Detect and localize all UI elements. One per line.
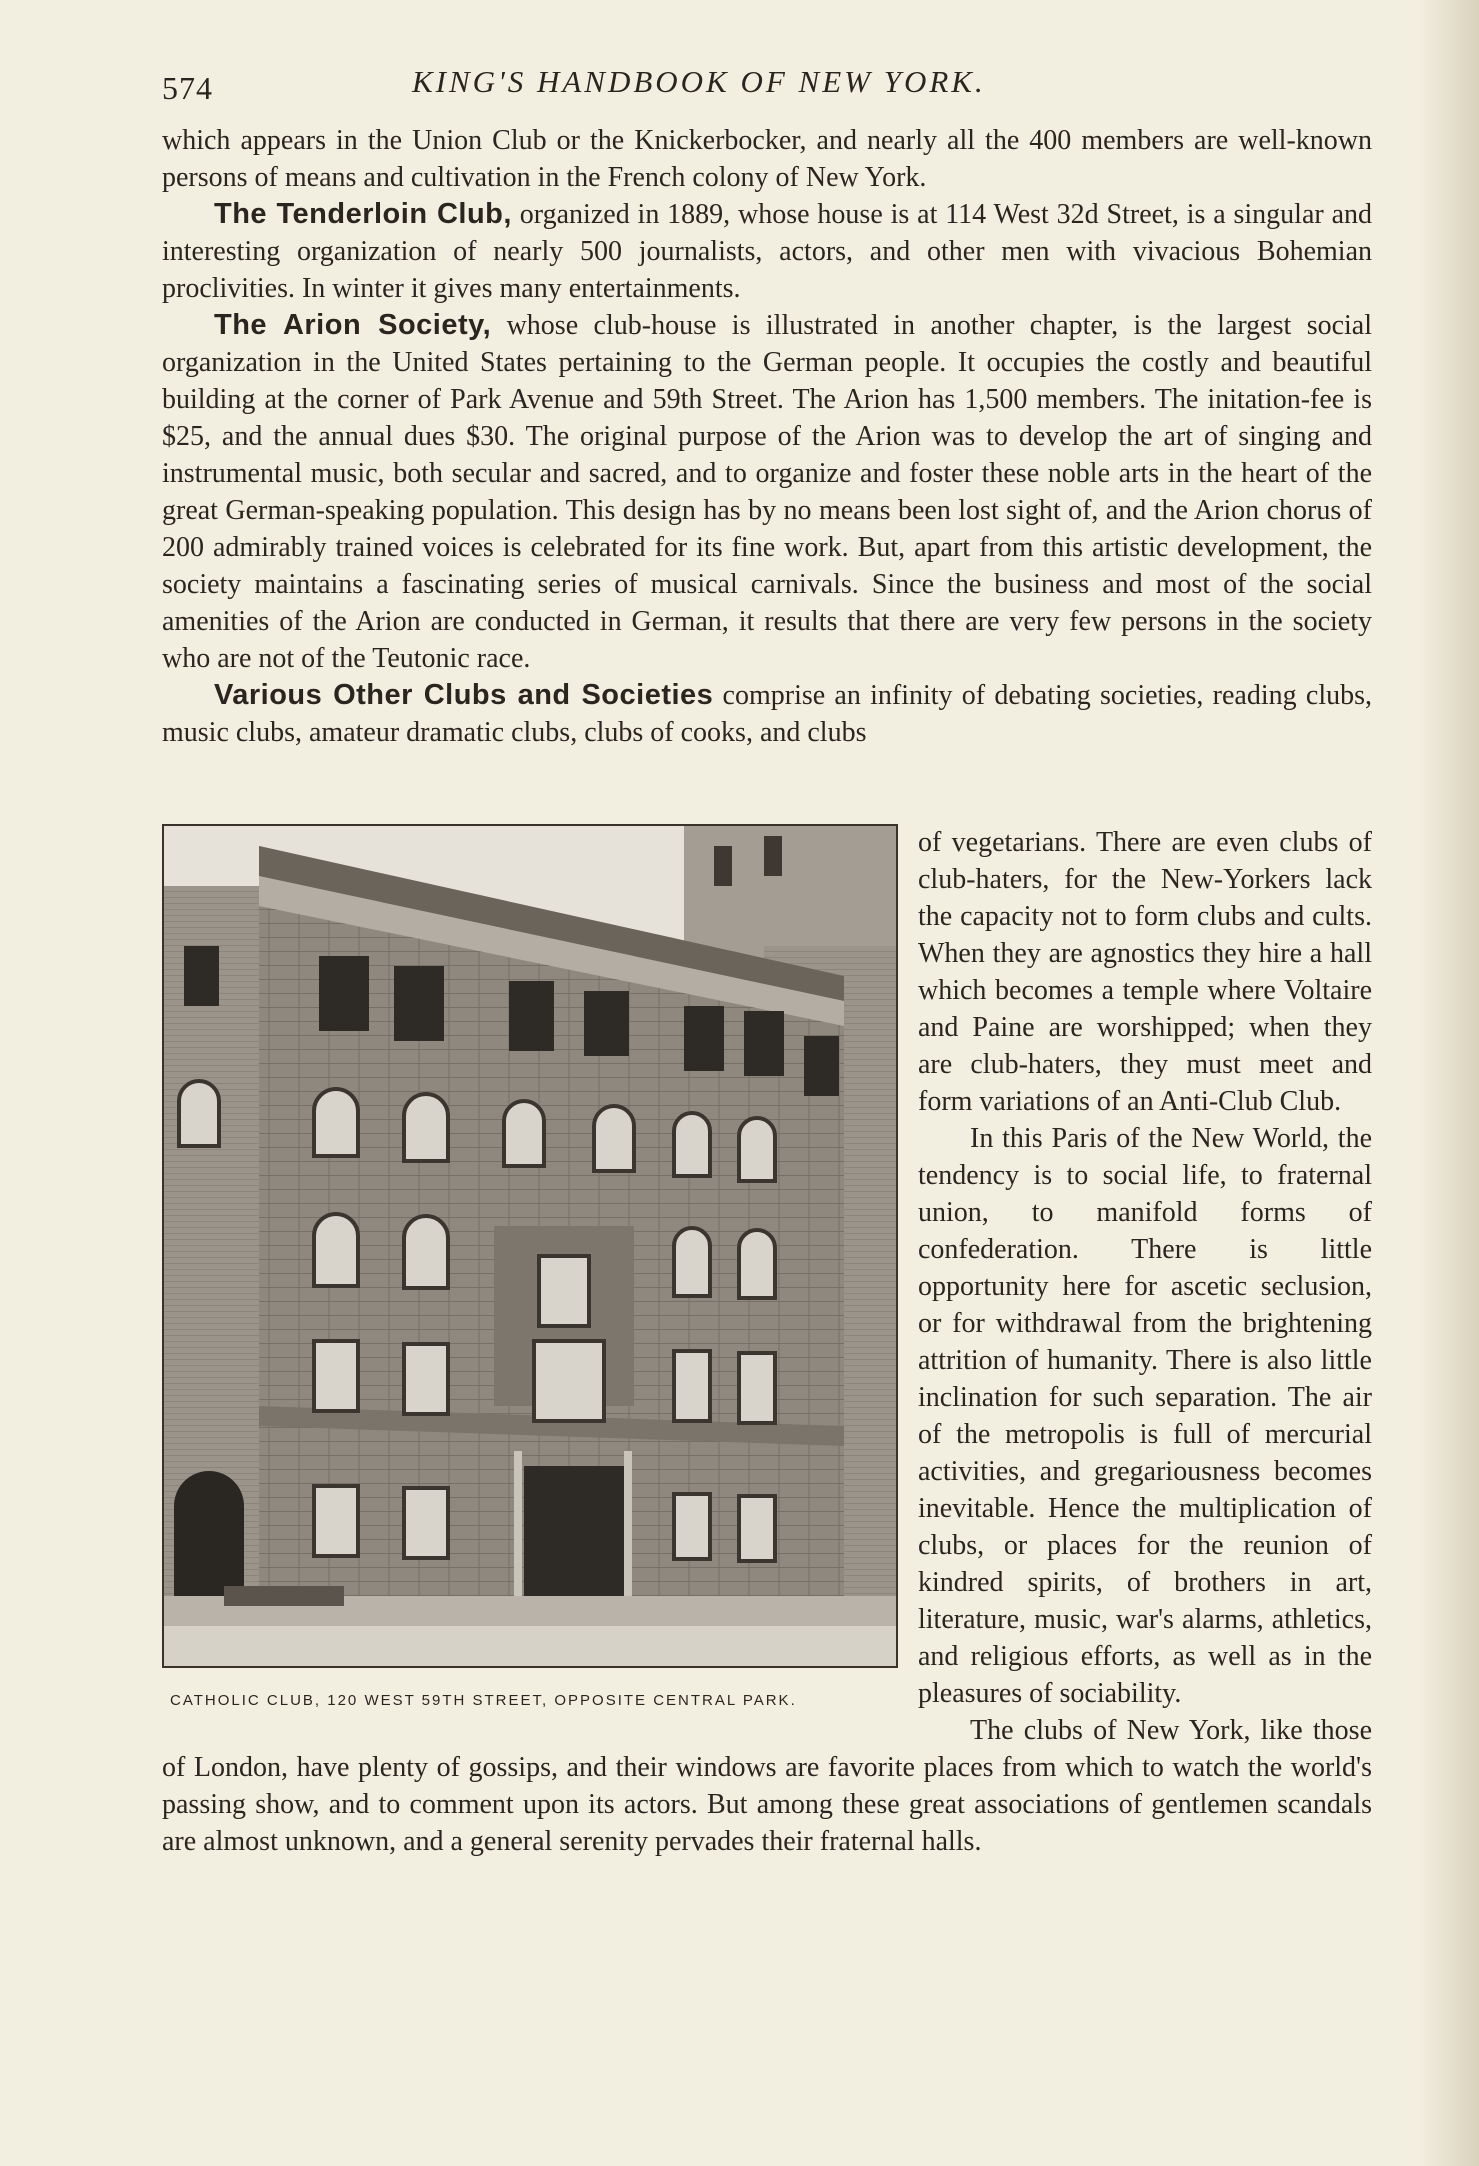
building-photograph: [162, 824, 898, 1668]
figure-caption: CATHOLIC CLUB, 120 WEST 59TH STREET, OPPOSITE CENTRAL PARK.: [170, 1692, 797, 1709]
lead-arion-society: The Arion Society,: [214, 309, 492, 341]
figure-catholic-club: [162, 824, 898, 1724]
body-text-top: [162, 122, 1372, 751]
paragraph-paris-of-new-world: In this Paris of the New World, the tendency is to social life, to fraternal union, to manifold forms of confederation. There is little opportunity here for ascetic seclusion, or for withdrawal from the brightening attrition of humanity. There is also little inclination for such separation. The air of the metropolis is full of mercurial activities, and gregariousness becomes inevitable. Hence the multiplication of clubs, or places for the reunion of kindred spirits, of brothers in art, literature, music, war's alarms, athletics, and religious efforts, as well as in the pleasures of sociability.: [918, 1123, 1372, 1709]
running-title: KING'S HANDBOOK OF NEW YORK.: [412, 64, 986, 99]
lead-other-clubs: Various Other Clubs and Societies: [214, 679, 714, 711]
building-illustration: [164, 826, 896, 1666]
paragraph-other-clubs-top: Various Other Clubs and Societies comprise an infinity of debating societies, reading clubs, music clubs, amateur dramatic clubs, clubs of cooks, and clubs: [162, 679, 1372, 748]
paragraph-arion-society: The Arion Society, whose club-house is illustrated in another chapter, is the largest social organization in the United States pertaining to the German people. It occupies the costly and beautiful building at the corner of Park Avenue and 59th Street. The Arion has 1,500 members. The initation-fee is $25, and the annual dues $30. The original purpose of the Arion was to develop the art of singing and instrumental music, both secular and sacred, and to organize and foster these noble arts in the heart of the great German-speaking population. This design has by no means been lost sight of, and the Arion chorus of 200 admirably trained voices is celebrated for its fine work. But, apart from this artistic development, the society maintains a fascinating series of musical carnivals. Since the business and most of the social amenities of the Arion are conducted in German, it results that there are very few persons in the society who are not of the Teutonic race.: [162, 309, 1373, 674]
paragraph-other-clubs-wrap: of vegetarians. There are even clubs of club-haters, for the New-Yorkers lack the capacity not to form clubs and cults. When they are agnostics they hire a hall which becomes a temple where Voltaire and Paine are worshipped; when they are club-haters, they must meet and form variations of an Anti-Club Club.: [918, 827, 1372, 1117]
paragraph-tenderloin-club: The Tenderloin Club, organized in 1889, whose house is at 114 West 32d Street, is a singular and interesting organization of nearly 500 journalists, actors, and other men with vivacious Bohemian proclivities. In winter it gives many entertainments.: [162, 198, 1372, 304]
page-number: 574: [162, 70, 213, 106]
lead-tenderloin-club: The Tenderloin Club,: [214, 198, 512, 230]
body-text-wrapped: [162, 824, 1372, 1860]
page-header: [162, 60, 1372, 110]
paragraph-clubs-of-new-york: The clubs of New York, like those of London, have plenty of gossips, and their windows are favorite places from which to watch the world's passing show, and to comment upon its actors. But among these great associations of gentlemen scandals are almost unknown, and a general serenity pervades their fraternal halls.: [162, 1715, 1372, 1857]
paragraph-continuation: which appears in the Union Club or the Knickerbocker, and nearly all the 400 members are well-known persons of means and cultivation in the French colony of New York.: [162, 125, 1372, 193]
page-edge-shadow: [1419, 0, 1479, 2166]
